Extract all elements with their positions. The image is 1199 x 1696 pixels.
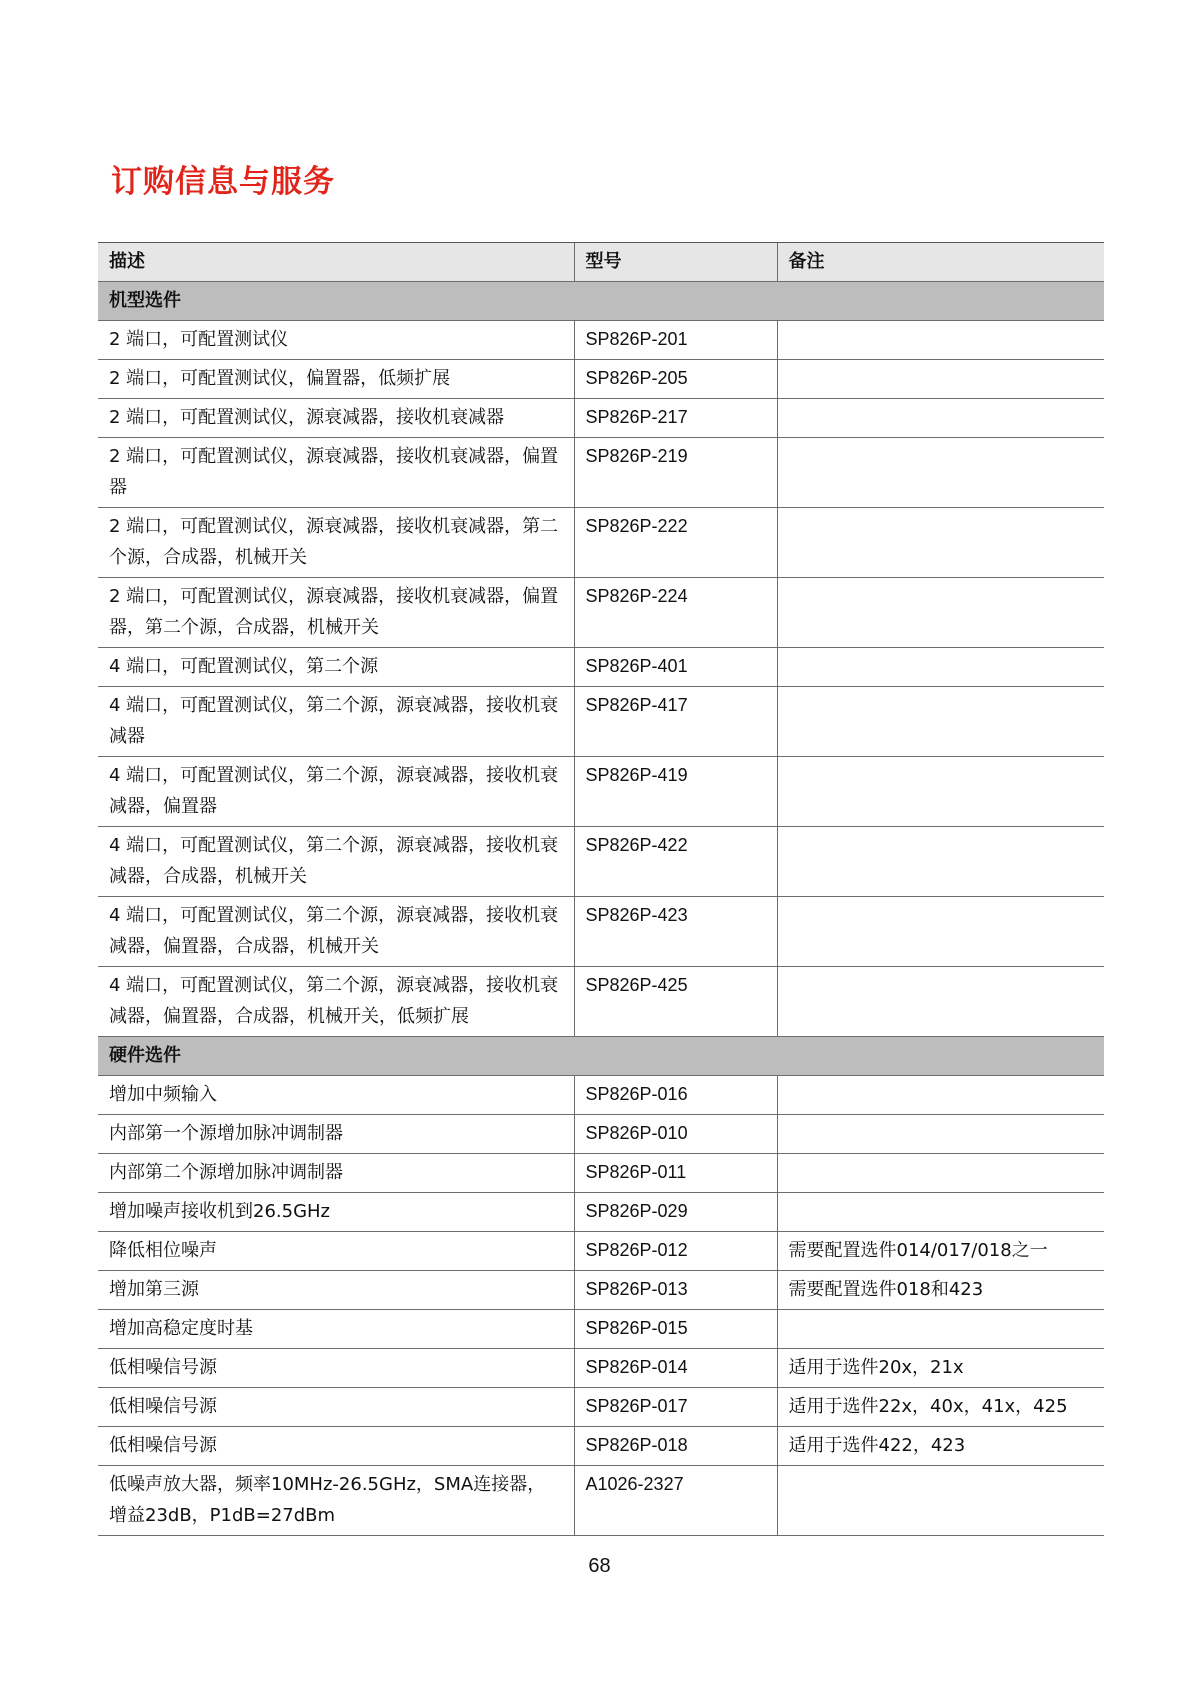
cell-model: SP826P-017	[574, 1388, 777, 1427]
table-row	[98, 360, 1104, 399]
table-row	[98, 399, 1104, 438]
page-number: 68	[588, 1555, 611, 1577]
cell-model: SP826P-016	[574, 1076, 777, 1115]
cell-description: 4 端口，可配置测试仪，第二个源，源衰减器，接收机衰减器，偏置器，合成器，机械开关	[98, 897, 574, 967]
cell-description: 2 端口，可配置测试仪，源衰减器，接收机衰减器，偏置器	[98, 438, 574, 508]
cell-description: 2 端口，可配置测试仪，偏置器，低频扩展	[98, 360, 574, 399]
cell-description: 4 端口，可配置测试仪，第二个源	[98, 648, 574, 687]
cell-note	[777, 1466, 1104, 1536]
section-title: 机型选件	[98, 282, 1104, 321]
cell-note	[777, 1193, 1104, 1232]
header-note: 备注	[777, 243, 1104, 282]
cell-note	[777, 687, 1104, 757]
cell-model: SP826P-217	[574, 399, 777, 438]
table-row	[98, 687, 1104, 757]
cell-note	[777, 827, 1104, 897]
cell-description: 2 端口，可配置测试仪，源衰减器，接收机衰减器	[98, 399, 574, 438]
cell-note: 需要配置选件018和423	[777, 1271, 1104, 1310]
cell-note	[777, 360, 1104, 399]
cell-description: 2 端口，可配置测试仪，源衰减器，接收机衰减器，第二个源，合成器，机械开关	[98, 508, 574, 578]
section-row	[98, 1037, 1104, 1076]
cell-model: SP826P-013	[574, 1271, 777, 1310]
table-row	[98, 827, 1104, 897]
cell-model: SP826P-205	[574, 360, 777, 399]
cell-description: 4 端口，可配置测试仪，第二个源，源衰减器，接收机衰减器	[98, 687, 574, 757]
cell-description: 内部第二个源增加脉冲调制器	[98, 1154, 574, 1193]
table-row	[98, 438, 1104, 508]
cell-description: 增加高稳定度时基	[98, 1310, 574, 1349]
table-row	[98, 967, 1104, 1037]
table-row	[98, 1388, 1104, 1427]
table-row	[98, 897, 1104, 967]
cell-model: SP826P-219	[574, 438, 777, 508]
cell-model: SP826P-010	[574, 1115, 777, 1154]
cell-model: SP826P-224	[574, 578, 777, 648]
table-row	[98, 1427, 1104, 1466]
cell-description: 4 端口，可配置测试仪，第二个源，源衰减器，接收机衰减器，偏置器	[98, 757, 574, 827]
table-row	[98, 1466, 1104, 1536]
table-row	[98, 321, 1104, 360]
table-row	[98, 508, 1104, 578]
table-row	[98, 648, 1104, 687]
table-row	[98, 1115, 1104, 1154]
cell-description: 低相噪信号源	[98, 1388, 574, 1427]
cell-model: SP826P-425	[574, 967, 777, 1037]
cell-model: SP826P-222	[574, 508, 777, 578]
cell-description: 降低相位噪声	[98, 1232, 574, 1271]
cell-note	[777, 648, 1104, 687]
cell-note	[777, 967, 1104, 1037]
cell-model: SP826P-011	[574, 1154, 777, 1193]
cell-model: SP826P-419	[574, 757, 777, 827]
cell-description: 内部第一个源增加脉冲调制器	[98, 1115, 574, 1154]
cell-note	[777, 508, 1104, 578]
cell-note	[777, 897, 1104, 967]
table-row	[98, 578, 1104, 648]
page-title: 订购信息与服务	[111, 164, 335, 200]
cell-model: SP826P-201	[574, 321, 777, 360]
cell-description: 2 端口，可配置测试仪	[98, 321, 574, 360]
cell-model: SP826P-417	[574, 687, 777, 757]
table-row	[98, 1349, 1104, 1388]
cell-model: SP826P-423	[574, 897, 777, 967]
cell-description: 低相噪信号源	[98, 1427, 574, 1466]
table-row	[98, 757, 1104, 827]
cell-description: 增加第三源	[98, 1271, 574, 1310]
cell-description: 增加噪声接收机到26.5GHz	[98, 1193, 574, 1232]
cell-note: 需要配置选件014/017/018之一	[777, 1232, 1104, 1271]
cell-description: 4 端口，可配置测试仪，第二个源，源衰减器，接收机衰减器，偏置器，合成器，机械开关，低频扩展	[98, 967, 574, 1037]
cell-note	[777, 578, 1104, 648]
cell-note	[777, 1154, 1104, 1193]
table-row	[98, 1271, 1104, 1310]
ordering-table	[98, 242, 1104, 1536]
table-row	[98, 1193, 1104, 1232]
cell-model: SP826P-018	[574, 1427, 777, 1466]
table-header-row	[98, 243, 1104, 282]
cell-model: SP826P-015	[574, 1310, 777, 1349]
table-row	[98, 1232, 1104, 1271]
cell-model: SP826P-422	[574, 827, 777, 897]
cell-note	[777, 399, 1104, 438]
cell-description: 4 端口，可配置测试仪，第二个源，源衰减器，接收机衰减器，合成器，机械开关	[98, 827, 574, 897]
cell-note	[777, 1310, 1104, 1349]
cell-model: SP826P-401	[574, 648, 777, 687]
table-body	[98, 282, 1104, 1536]
header-description: 描述	[98, 243, 574, 282]
cell-note: 适用于选件422，423	[777, 1427, 1104, 1466]
cell-description: 增加中频输入	[98, 1076, 574, 1115]
table-row	[98, 1154, 1104, 1193]
cell-note	[777, 438, 1104, 508]
cell-note	[777, 321, 1104, 360]
cell-note: 适用于选件20x，21x	[777, 1349, 1104, 1388]
cell-note	[777, 1115, 1104, 1154]
cell-model: SP826P-012	[574, 1232, 777, 1271]
section-title: 硬件选件	[98, 1037, 1104, 1076]
cell-model: A1026-2327	[574, 1466, 777, 1536]
cell-model: SP826P-014	[574, 1349, 777, 1388]
cell-note	[777, 757, 1104, 827]
cell-note	[777, 1076, 1104, 1115]
header-model: 型号	[574, 243, 777, 282]
section-row	[98, 282, 1104, 321]
table-row	[98, 1076, 1104, 1115]
cell-description: 2 端口，可配置测试仪，源衰减器，接收机衰减器，偏置器，第二个源，合成器，机械开关	[98, 578, 574, 648]
cell-description: 低噪声放大器，频率10MHz-26.5GHz，SMA连接器，增益23dB，P1dB=27dBm	[98, 1466, 574, 1536]
cell-note: 适用于选件22x，40x，41x，425	[777, 1388, 1104, 1427]
cell-model: SP826P-029	[574, 1193, 777, 1232]
cell-description: 低相噪信号源	[98, 1349, 574, 1388]
table-row	[98, 1310, 1104, 1349]
